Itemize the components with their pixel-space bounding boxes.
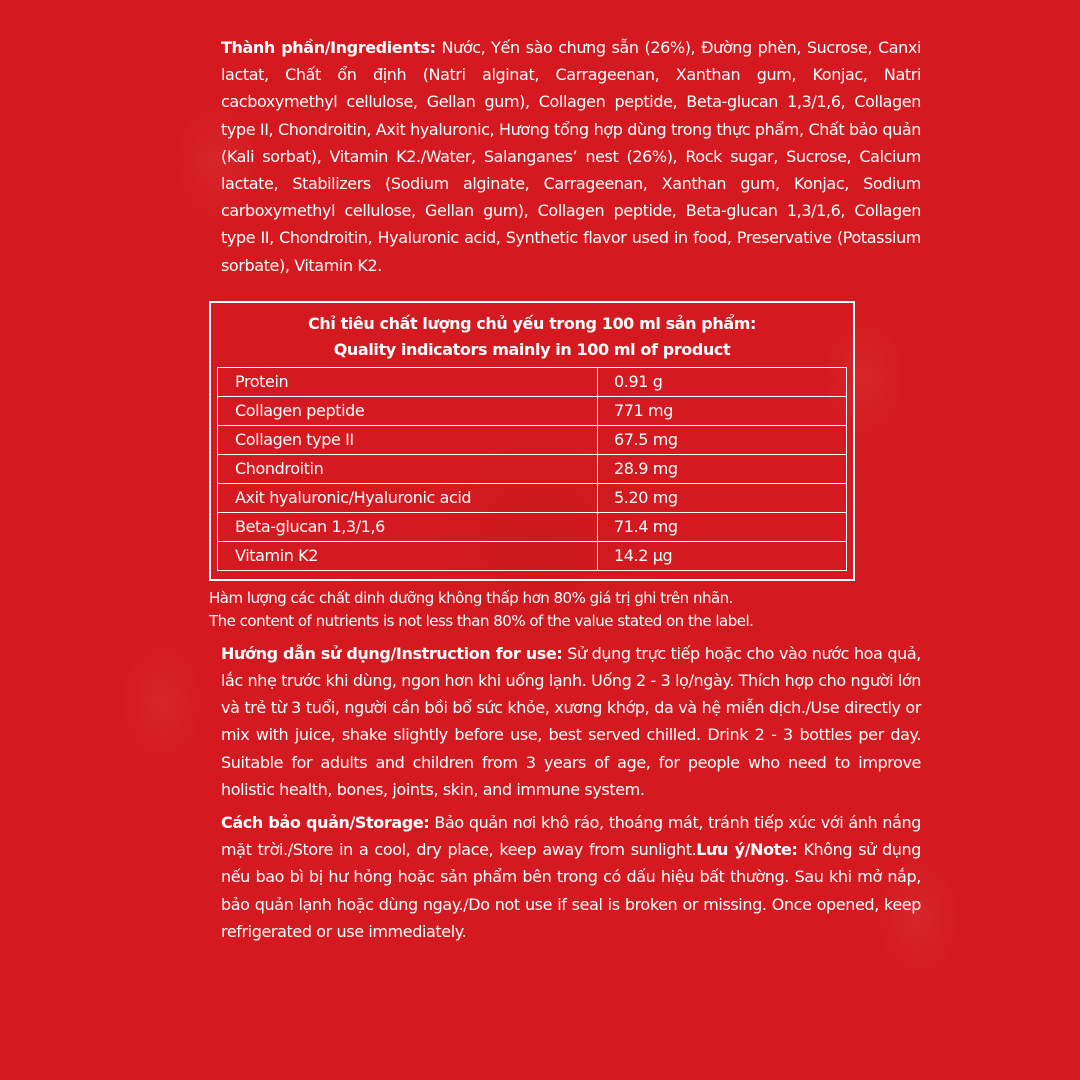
label-content: [209, 34, 922, 945]
table-row: [218, 483, 847, 512]
note-label: Lưu ý/Note:: [696, 840, 798, 860]
indicator-value: 67.5 mg: [598, 425, 847, 454]
table-row: [218, 367, 847, 396]
indicator-value: 0.91 g: [598, 367, 847, 396]
indicator-value: 71.4 mg: [598, 512, 847, 541]
nutrient-note-en: The content of nutrients is not less than 80% of the value stated on the label.: [209, 612, 754, 631]
instruction-text: Sử dụng trực tiếp hoặc cho vào nước hoa quả, lắc nhẹ trước khi dùng, ngon hơn khi uống lạnh. Uống 2 - 3 lọ/ngày. Thích hợp cho người lớn và trẻ từ 3 tuổi, người cần bồi bổ sức khỏe, xương khớp, da và hệ miễn dịch./Use directly or mix with juice, shake slightly before use, best served chilled. Drink 2 - 3 bottles per day. Suitable for adults and children from 3 years of age, for people who need to improve holistic health, bones, joints, skin, and immune system.: [221, 643, 921, 799]
indicator-value: 771 mg: [598, 396, 847, 425]
quality-table: [217, 367, 847, 571]
indicator-name: Chondroitin: [218, 454, 598, 483]
quality-table-box: [209, 301, 855, 581]
storage-paragraph: [221, 809, 921, 945]
indicator-name: Vitamin K2: [218, 541, 598, 570]
instruction-paragraph: [221, 640, 921, 803]
instruction-label: Hướng dẫn sử dụng/Instruction for use:: [221, 643, 563, 663]
table-row: [218, 512, 847, 541]
indicator-name: Axit hyaluronic/Hyaluronic acid: [218, 483, 598, 512]
ingredients-text: Nước, Yến sào chưng sẵn (26%), Đường phèn, Sucrose, Canxi lactat, Chất ổn định (Natri alginat, Carrageenan, Xanthan gum, Konjac, Natri cacboxymethyl cellulose, Gellan gum), Collagen peptide, Beta-glucan 1,3/1,6, Collagen type II, Chondroitin, Axit hyaluronic, Hương tổng hợp dùng trong thực phẩm, Chất bảo quản (Kali sorbat), Vitamin K2./Water, Salanganes’ nest (26%), Rock sugar, Sucrose, Calcium lactate, Stabilizers (Sodium alginate, Carrageenan, Xanthan gum, Konjac, Sodium carboxymethyl cellulose, Gellan gum), Collagen peptide, Beta-glucan 1,3/1,6, Collagen type II, Chondroitin, Hyaluronic acid, Synthetic flavor used in food, Preservative (Potassium sorbate), Vitamin K2.: [221, 38, 921, 275]
quality-title-vi: Chỉ tiêu chất lượng chủ yếu trong 100 ml sản phẩm:: [307, 313, 757, 333]
nutrient-note-vi: Hàm lượng các chất dinh dưỡng không thấp hơn 80% giá trị ghi trên nhãn.: [209, 588, 733, 607]
storage-label: Cách bảo quản/Storage:: [221, 813, 430, 833]
ingredients-label: Thành phần/Ingredients:: [221, 38, 436, 57]
indicator-name: Collagen peptide: [218, 396, 598, 425]
indicator-value: 28.9 mg: [598, 454, 847, 483]
table-row: [218, 396, 847, 425]
storage-text: Bảo quản nơi khô ráo, thoáng mát, tránh tiếp xúc với ánh nắng mặt trời./Store in a cool, dry place, keep away from sunlight.: [221, 813, 921, 860]
note-text: Không sử dụng nếu bao bì bị hư hỏng hoặc sản phẩm bên trong có dấu hiệu bất thường. Sau khi mở nắp, bảo quản lạnh hoặc dùng ngay./Do not use if seal is broken or missing. Once opened, keep refrigerated or use immediately.: [221, 840, 922, 941]
indicator-name: Beta-glucan 1,3/1,6: [218, 512, 598, 541]
indicator-name: Collagen type II: [218, 425, 598, 454]
indicator-value: 5.20 mg: [598, 483, 847, 512]
quality-title-en: Quality indicators mainly in 100 ml of product: [333, 339, 731, 359]
indicator-value: 14.2 µg: [598, 541, 847, 570]
indicator-name: Protein: [218, 367, 598, 396]
table-row: [218, 425, 847, 454]
ingredients-paragraph: [221, 34, 921, 279]
table-row: [218, 541, 847, 570]
table-row: [218, 454, 847, 483]
